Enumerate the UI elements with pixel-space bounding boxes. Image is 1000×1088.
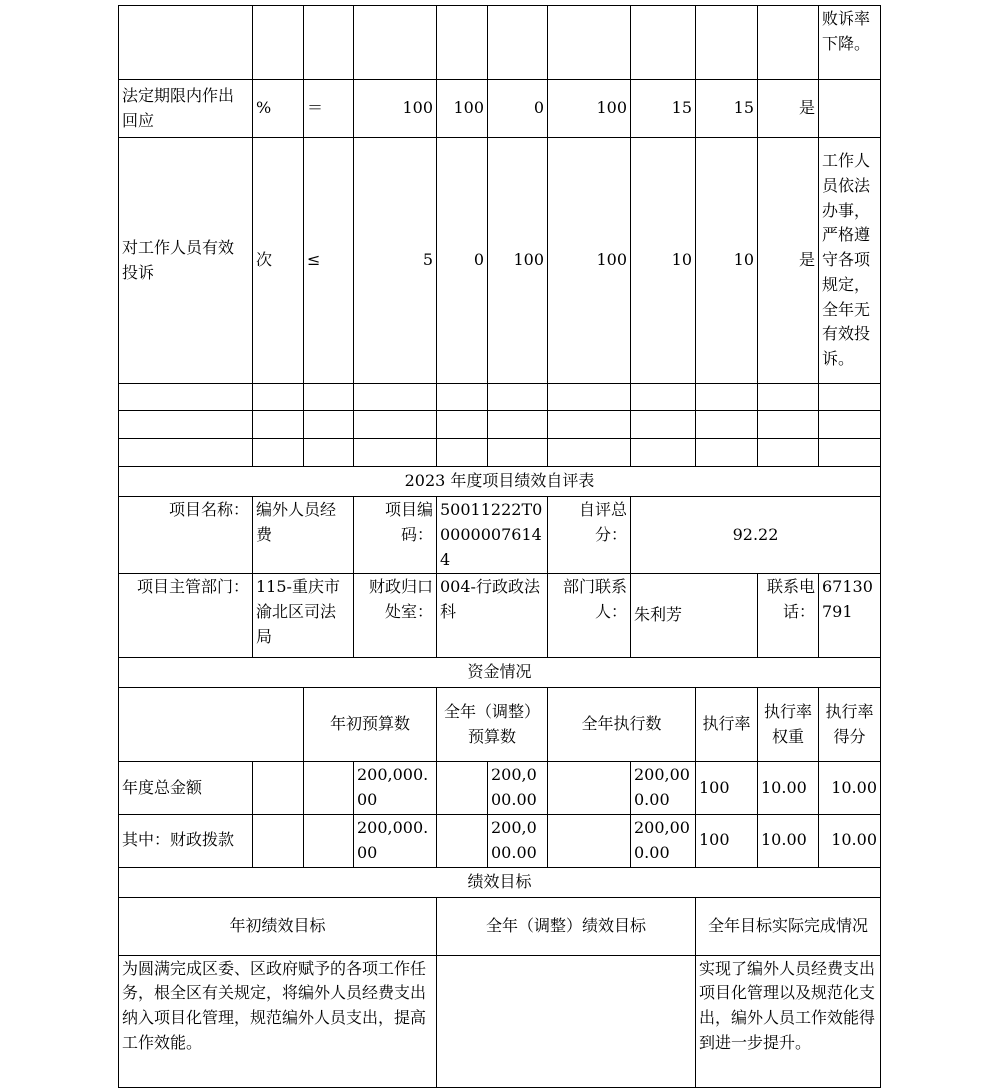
indicator-row [119,80,881,138]
contact-label: 部门联系人： [548,574,631,658]
indicator-value: 15 [631,80,696,138]
funds-row-label: 年度总金额 [119,762,253,815]
indicator-operator: ≤ [304,138,354,384]
finance-value: 004-行政政法科 [437,574,548,658]
indicator-note: 工作人员依法办事，严格遵守各项规定，全年无有效投诉。 [819,138,881,384]
indicator-unit: % [253,80,304,138]
funds-rate: 100 [696,762,758,815]
indicator-unit: 次 [253,138,304,384]
goals-col-adjusted: 全年（调整）绩效目标 [437,897,696,955]
funds-score: 10.00 [819,814,881,867]
funds-row [119,814,881,867]
goals-row [119,955,881,1087]
indicator-value: 5 [354,138,437,384]
indicator-note: 败诉率下降。 [819,6,881,80]
funds-row [119,762,881,815]
project-name: 编外人员经费 [253,497,354,574]
header-rate: 执行率 [696,688,758,762]
indicator-flag: 是 [758,138,819,384]
funds-title: 资金情况 [119,658,881,688]
dept-info-row [119,574,881,658]
indicator-note [819,80,881,138]
header-weight: 执行率权重 [758,688,819,762]
funds-adjusted: 200,000.00 [488,762,548,815]
section-title: 2023 年度项目绩效自评表 [119,467,881,497]
phone-label: 联系电话： [758,574,819,658]
funds-executed: 200,000.00 [631,814,696,867]
funds-header-row [119,688,881,762]
phone-value: 67130791 [819,574,881,658]
goal-actual-text: 实现了编外人员经费支出项目化管理以及规范化支出，编外人员工作效能得到进一步提升。 [696,955,881,1087]
indicator-value: 100 [548,80,631,138]
header-budget: 年初预算数 [304,688,437,762]
indicator-name: 对工作人员有效投诉 [119,138,253,384]
funds-score: 10.00 [819,762,881,815]
indicator-name: 法定期限内作出回应 [119,80,253,138]
self-eval-score: 92.22 [631,497,881,574]
goals-col-actual: 全年目标实际完成情况 [696,897,881,955]
dept-value: 115-重庆市渝北区司法局 [253,574,354,658]
header-score: 执行率得分 [819,688,881,762]
indicator-operator: ＝ [304,80,354,138]
indicator-value: 0 [488,80,548,138]
goal-adjusted-text [437,955,696,1087]
indicator-value: 0 [437,138,488,384]
goals-col-initial: 年初绩效目标 [119,897,437,955]
project-name-label: 项目名称： [119,497,253,574]
performance-table [118,5,881,1088]
indicator-value: 100 [437,80,488,138]
score-label: 自评总分： [548,497,631,574]
empty-row [119,439,881,467]
empty-row [119,384,881,411]
dept-label: 项目主管部门： [119,574,253,658]
funds-budget: 200,000.00 [354,762,437,815]
funds-executed: 200,000.00 [631,762,696,815]
funds-budget: 200,000.00 [354,814,437,867]
indicator-value: 10 [696,138,758,384]
indicator-value: 100 [354,80,437,138]
contact-value: 朱利芳 [631,574,758,658]
goals-title: 绩效目标 [119,867,881,897]
funds-rate: 100 [696,814,758,867]
indicator-value: 10 [631,138,696,384]
indicator-row [119,138,881,384]
indicator-value: 100 [548,138,631,384]
funds-row-label: 其中：财政拨款 [119,814,253,867]
header-executed: 全年执行数 [548,688,696,762]
indicator-value: 15 [696,80,758,138]
indicator-row [119,6,881,80]
project-code: 50011222T000000076144 [437,497,548,574]
empty-row [119,411,881,439]
indicator-flag: 是 [758,80,819,138]
funds-weight: 10.00 [758,814,819,867]
header-adjusted: 全年（调整）预算数 [437,688,548,762]
funds-adjusted: 200,000.00 [488,814,548,867]
funds-weight: 10.00 [758,762,819,815]
project-info-row [119,497,881,574]
goals-header-row [119,897,881,955]
indicator-value: 100 [488,138,548,384]
goal-initial-text: 为圆满完成区委、区政府赋予的各项工作任务，根全区有关规定，将编外人员经费支出纳入项目化管理，规范编外人员支出，提高工作效能。 [119,955,437,1087]
finance-label: 财政归口处室： [354,574,437,658]
project-code-label: 项目编码： [354,497,437,574]
